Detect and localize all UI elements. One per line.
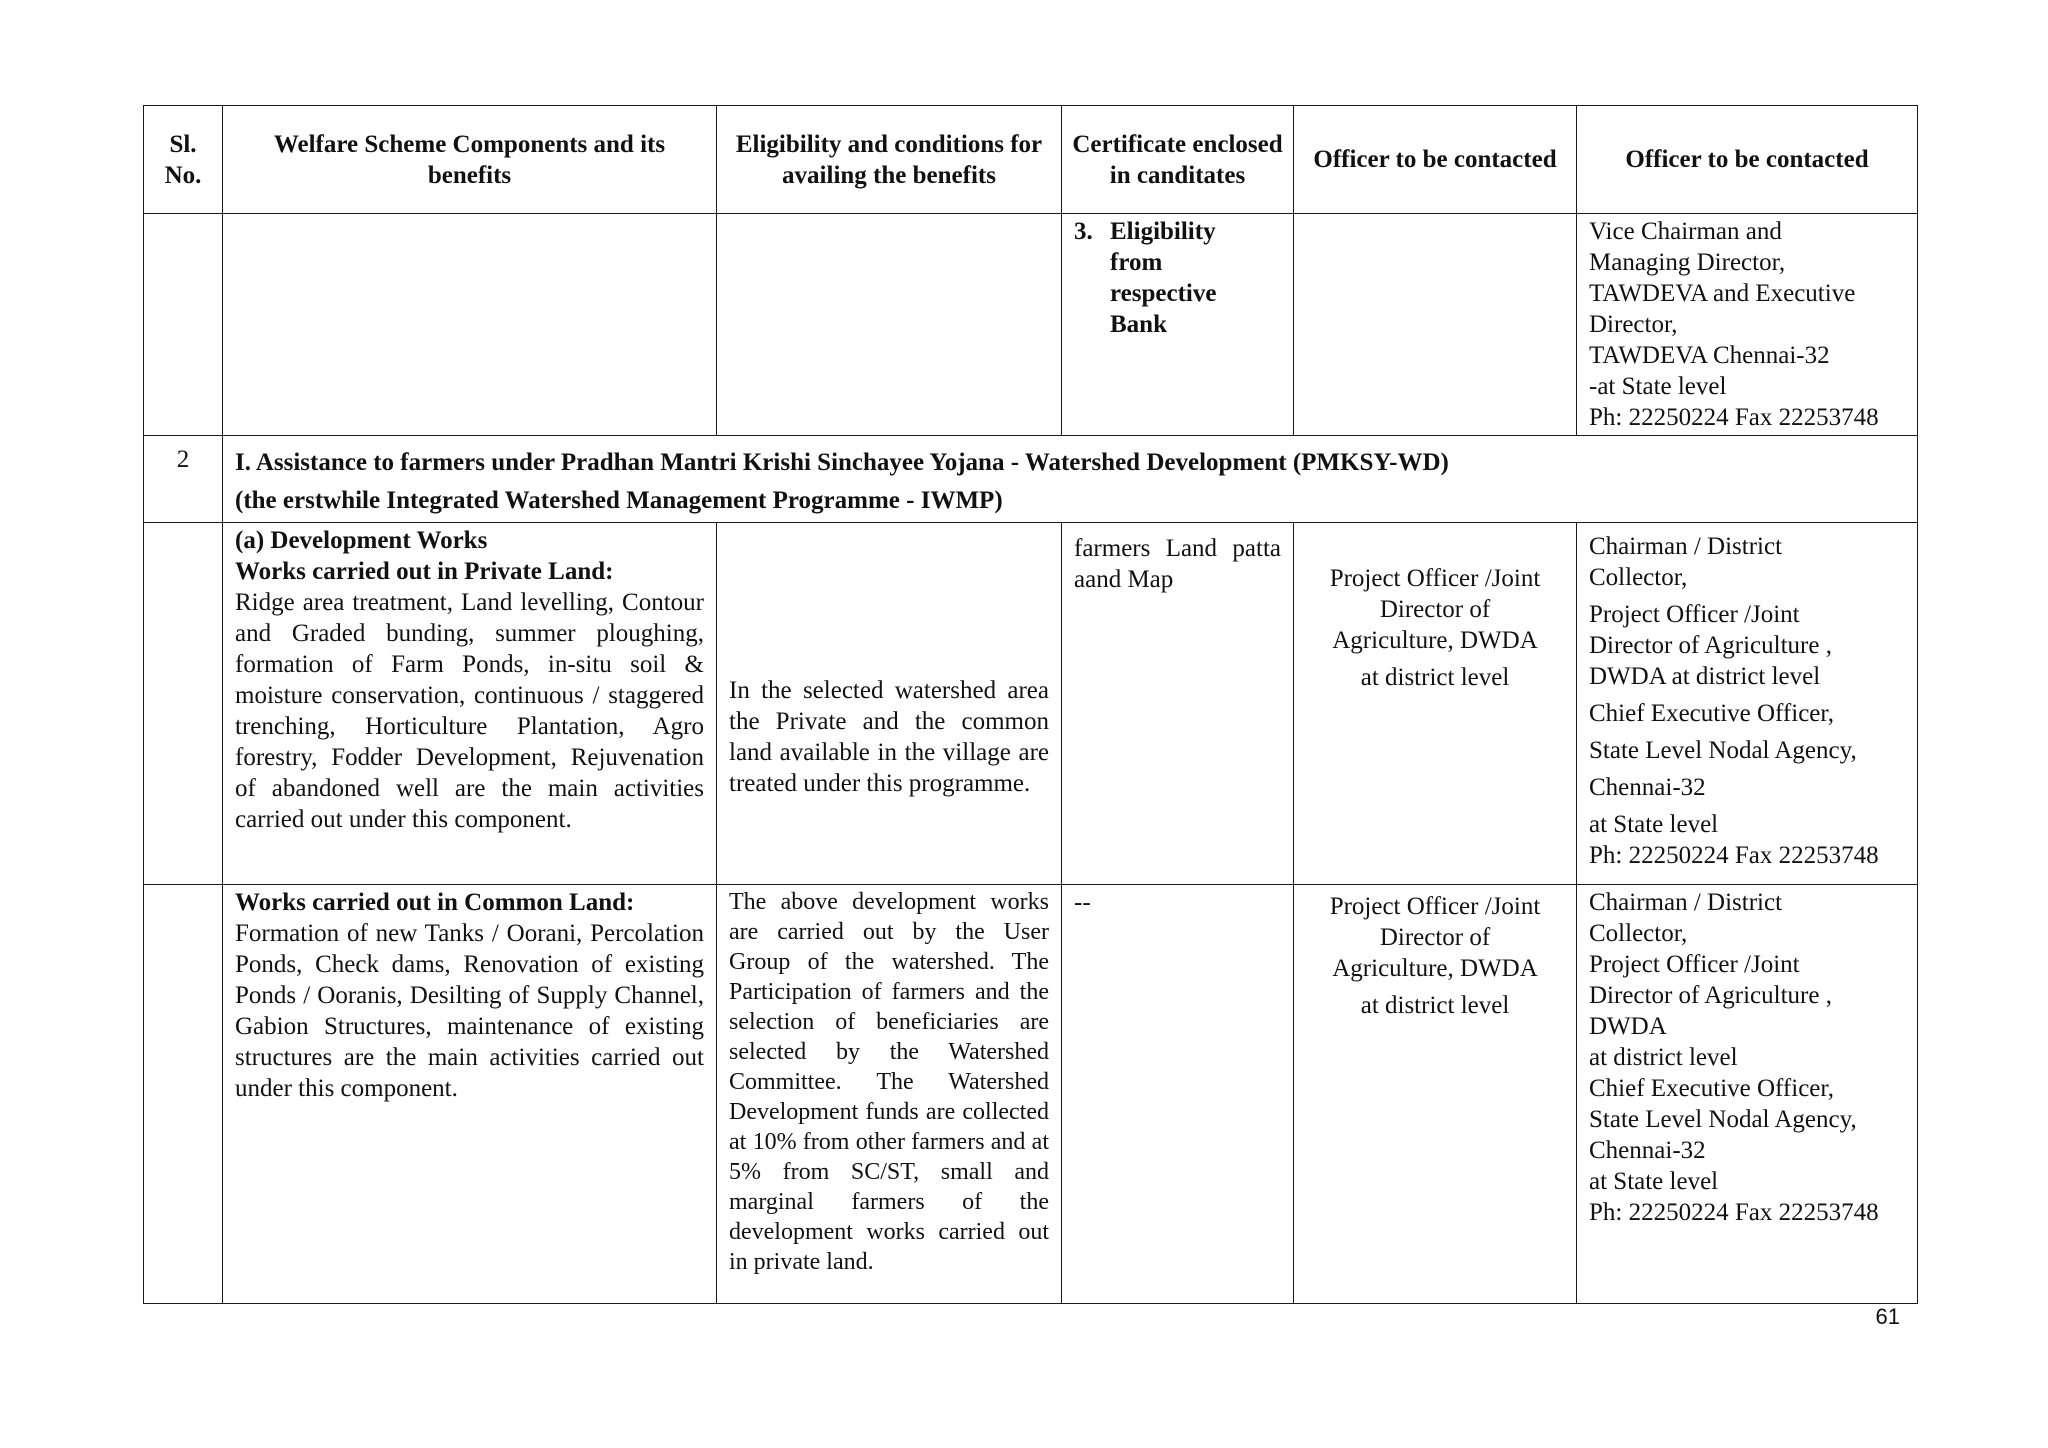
header-sl-no: Sl. No. (144, 106, 223, 214)
contact-line: Chief Executive Officer, (1589, 700, 1834, 727)
officer-line: Project Officer /Joint (1329, 565, 1541, 592)
table-row (144, 214, 1918, 436)
component-description: Formation of new Tanks / Oorani, Percolation Ponds, Check dams, Renovation of existing Ponds / Ooranis, Desilting of Supply Channel, Gabion Structures, maintenance of existing structures are the main activities carried out under this component. (235, 920, 704, 1102)
cell-sl-empty (144, 523, 223, 885)
contact-line: State Level Nodal Agency, (1589, 737, 1857, 764)
contact-line: TAWDEVA Chennai-32 (1589, 342, 1830, 369)
cell-certificate: farmers Land patta aand Map (1062, 523, 1294, 885)
cell-components-empty (223, 214, 717, 436)
contact-line: at State level (1589, 811, 1719, 838)
cell-eligibility: The above development works are carried out by the User Group of the watershed. The Participation of farmers and the selection of beneficiaries are selected by the Watershed Committee. The Watershed Development funds are collected at 10% from other farmers and at 5% from SC/ST, small and marginal farmers of the development works carried out in private land. (717, 885, 1062, 1304)
contact-line: Managing Director, (1589, 249, 1786, 276)
contact-line: -at State level (1589, 373, 1727, 400)
certificate-item-number: 3. (1074, 218, 1093, 245)
table-row (144, 523, 1918, 885)
officer-line: Director of (1379, 596, 1491, 623)
officer-line: at district level (1360, 992, 1510, 1019)
component-heading: (a) Development Works (235, 527, 488, 554)
contact-line: Ph: 22250224 Fax 22253748 (1589, 1199, 1879, 1226)
contact-line: Chairman / District (1589, 533, 1783, 560)
cell-contact (1577, 214, 1918, 436)
contact-line: Ph: 22250224 Fax 22253748 (1589, 404, 1879, 431)
certificate-line: respective (1110, 280, 1217, 307)
cell-sl-no: 2 (144, 436, 223, 523)
contact-line: Vice Chairman and (1589, 218, 1782, 245)
component-subheading: Works carried out in Common Land: (235, 889, 635, 916)
contact-line: TAWDEVA and Executive (1589, 280, 1856, 307)
cell-officer (1294, 885, 1577, 1304)
contact-line: Project Officer /Joint (1589, 951, 1800, 978)
contact-line: Director, (1589, 311, 1678, 338)
contact-line: at State level (1589, 1168, 1719, 1195)
contact-line: Director of Agriculture , (1589, 982, 1832, 1009)
header-certificate: Certificate enclosed in canditates (1062, 106, 1294, 214)
cell-officer (1294, 523, 1577, 885)
contact-line: at district level (1589, 1044, 1738, 1071)
officer-line: Director of (1379, 924, 1491, 951)
contact-line: DWDA at district level (1589, 663, 1821, 690)
page-number: 61 (1875, 1304, 1900, 1329)
section-title-cell (223, 436, 1918, 523)
welfare-scheme-table (143, 105, 1918, 1304)
contact-line: Project Officer /Joint (1589, 601, 1800, 628)
contact-line: Chennai-32 (1589, 1137, 1706, 1164)
certificate-line: Bank (1110, 311, 1167, 338)
certificate-line: from (1110, 249, 1163, 276)
section-title-line-1: I. Assistance to farmers under Pradhan Mantri Krishi Sinchayee Yojana - Watershed Development (PMKSY-WD) (235, 449, 1449, 476)
cell-contact (1577, 885, 1918, 1304)
header-officer-contacted: Officer to be contacted (1294, 106, 1577, 214)
certificate-item-text (1110, 216, 1216, 340)
officer-line: Agriculture, DWDA (1332, 627, 1538, 654)
contact-line: Chairman / District (1589, 889, 1783, 916)
cell-sl-empty (144, 885, 223, 1304)
section-title-line-2: (the erstwhile Integrated Watershed Management Programme - IWMP) (235, 487, 1003, 514)
contact-line: Chennai-32 (1589, 774, 1706, 801)
contact-line: State Level Nodal Agency, (1589, 1106, 1857, 1133)
officer-line: Agriculture, DWDA (1332, 955, 1538, 982)
cell-officer-empty (1294, 214, 1577, 436)
section-title-row (144, 436, 1918, 523)
contact-line: Collector, (1589, 564, 1688, 591)
officer-line: Project Officer /Joint (1329, 893, 1541, 920)
cell-sl-empty (144, 214, 223, 436)
certificate-line: Eligibility (1110, 218, 1216, 245)
header-eligibility: Eligibility and conditions for availing the benefits (717, 106, 1062, 214)
officer-line: at district level (1360, 664, 1510, 691)
contact-line: Chief Executive Officer, (1589, 1075, 1834, 1102)
contact-line: Collector, (1589, 920, 1688, 947)
contact-line: Ph: 22250224 Fax 22253748 (1589, 842, 1879, 869)
table-row (144, 885, 1918, 1304)
cell-eligibility-empty (717, 214, 1062, 436)
certificate-list-item (1074, 216, 1281, 340)
component-description: Ridge area treatment, Land levelling, Contour and Graded bunding, summer ploughing, formation of Farm Ponds, in-situ soil & moisture conservation, continuous / staggered trenching, Horticulture Plantation, Agro forestry, Fodder Development, Rejuvenation of abandoned well are the main activities carried out under this component. (235, 589, 704, 833)
cell-components (223, 885, 717, 1304)
component-subheading: Works carried out in Private Land: (235, 558, 614, 585)
contact-line: Director of Agriculture , (1589, 632, 1832, 659)
cell-certificate (1062, 214, 1294, 436)
table-header-row (144, 106, 1918, 214)
cell-contact (1577, 523, 1918, 885)
header-officer-contacted-2: Officer to be contacted (1577, 106, 1918, 214)
cell-components (223, 523, 717, 885)
header-components: Welfare Scheme Components and its benefits (223, 106, 717, 214)
cell-eligibility: In the selected watershed area the Private and the common land available in the village are treated under this programme. (717, 523, 1062, 885)
cell-certificate: -- (1062, 885, 1294, 1304)
contact-line: DWDA (1589, 1013, 1667, 1040)
